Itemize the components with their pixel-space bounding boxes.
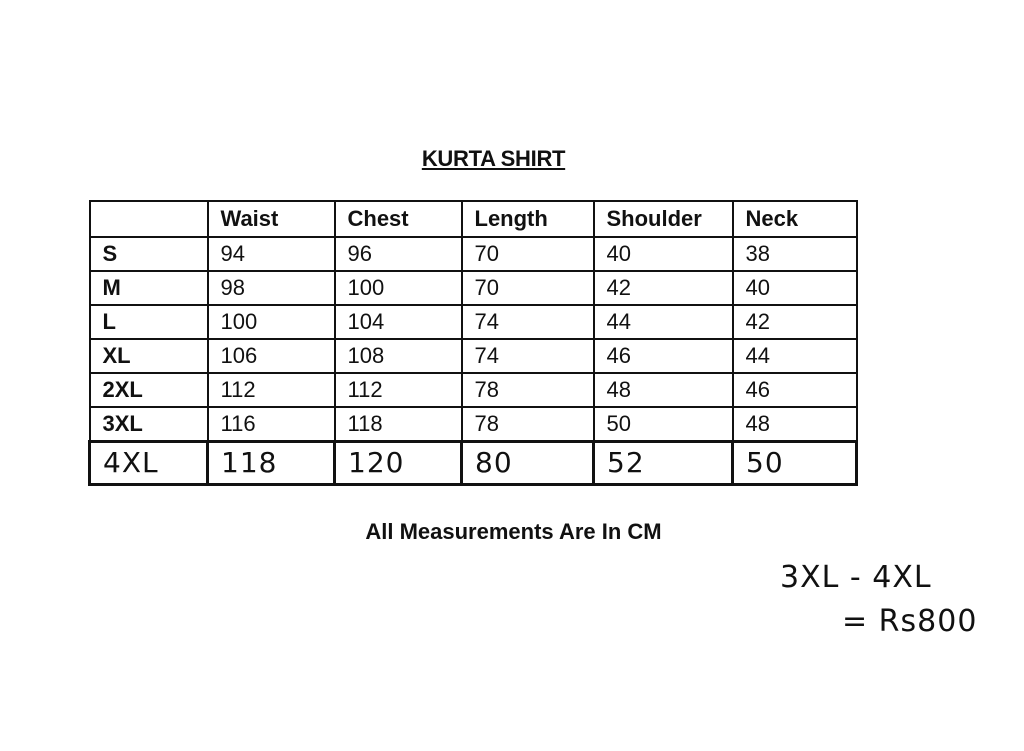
header-cell-shoulder: Shoulder <box>594 201 733 237</box>
table-cell: 100 <box>335 271 462 305</box>
size-cell: 2XL <box>90 373 208 407</box>
table-cell: 98 <box>208 271 335 305</box>
table-cell: 38 <box>733 237 857 271</box>
table-cell: 118 <box>335 407 462 442</box>
size-cell: L <box>90 305 208 339</box>
header-cell-waist: Waist <box>208 201 335 237</box>
handwritten-note-line-1: 3XL - 4XL <box>780 560 932 595</box>
table-row <box>90 339 857 373</box>
table-row <box>90 373 857 407</box>
table-cell: 40 <box>733 271 857 305</box>
table-header-row <box>90 201 857 237</box>
table-cell: 78 <box>462 373 594 407</box>
table-cell: 96 <box>335 237 462 271</box>
table-row <box>90 237 857 271</box>
table-cell: 116 <box>208 407 335 442</box>
handwritten-cell: 80 <box>462 442 594 485</box>
table-cell: 42 <box>594 271 733 305</box>
table-cell: 100 <box>208 305 335 339</box>
page-title: KURTA SHIRT <box>421 146 566 171</box>
header-cell-blank <box>90 201 208 237</box>
handwritten-price-note <box>780 556 977 644</box>
handwritten-cell: 52 <box>594 442 733 485</box>
table-cell: 112 <box>335 373 462 407</box>
table-cell: 74 <box>462 305 594 339</box>
header-cell-length: Length <box>462 201 594 237</box>
table-cell: 94 <box>208 237 335 271</box>
size-cell: 3XL <box>90 407 208 442</box>
table-cell: 112 <box>208 373 335 407</box>
table-cell: 40 <box>594 237 733 271</box>
table-row <box>90 271 857 305</box>
measurement-note: All Measurements Are In CM <box>365 519 662 544</box>
table-cell: 46 <box>733 373 857 407</box>
handwritten-cell: 118 <box>208 442 335 485</box>
table-row <box>90 305 857 339</box>
table-cell: 42 <box>733 305 857 339</box>
table-cell: 78 <box>462 407 594 442</box>
handwritten-note-line-2: = Rs800 <box>842 604 978 639</box>
table-cell: 104 <box>335 305 462 339</box>
table-cell: 108 <box>335 339 462 373</box>
table-row <box>90 407 857 442</box>
size-cell: M <box>90 271 208 305</box>
table-cell: 44 <box>733 339 857 373</box>
table-cell: 106 <box>208 339 335 373</box>
header-cell-chest: Chest <box>335 201 462 237</box>
table-cell: 70 <box>462 271 594 305</box>
table-cell: 70 <box>462 237 594 271</box>
handwritten-row-4xl <box>90 442 857 485</box>
table-cell: 74 <box>462 339 594 373</box>
handwritten-cell: 120 <box>335 442 462 485</box>
handwritten-size-cell: 4XL <box>90 442 208 485</box>
table-cell: 50 <box>594 407 733 442</box>
size-cell: XL <box>90 339 208 373</box>
table-cell: 46 <box>594 339 733 373</box>
size-chart-table <box>88 200 858 486</box>
table-cell: 44 <box>594 305 733 339</box>
table-cell: 48 <box>733 407 857 442</box>
header-cell-neck: Neck <box>733 201 857 237</box>
table-cell: 48 <box>594 373 733 407</box>
handwritten-cell: 50 <box>733 442 857 485</box>
size-cell: S <box>90 237 208 271</box>
